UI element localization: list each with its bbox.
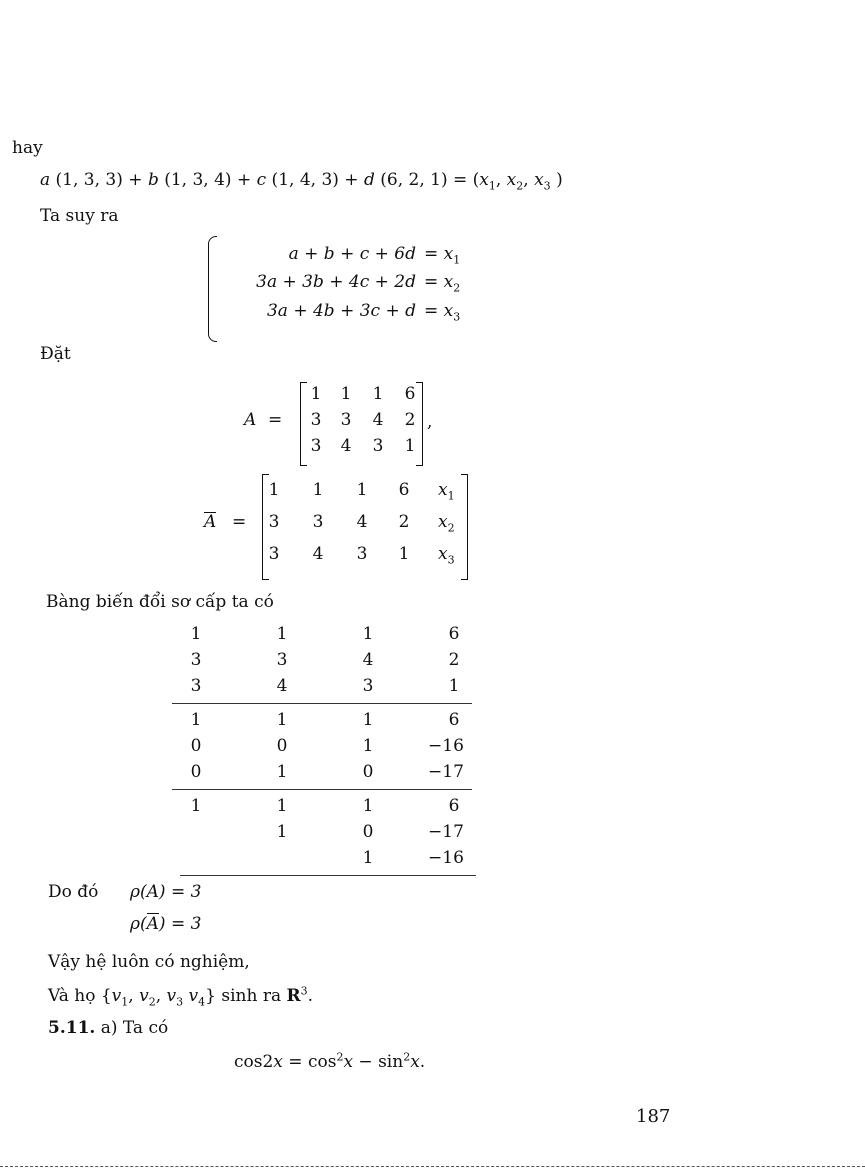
matrix-a-equals: = — [268, 410, 283, 430]
matrix-a-cell: 2 — [404, 410, 416, 430]
rank-a: ρ(A) = 3 — [130, 882, 202, 902]
matrix-abar-cell: 1 — [356, 480, 368, 500]
table-cell: −17 — [428, 762, 464, 782]
system-lhs-2: 3a + 3b + 4c + 2d — [256, 272, 416, 292]
matrix-a-cell: 4 — [340, 436, 352, 456]
table-cell: 2 — [448, 650, 460, 670]
matrix-a-cell: 1 — [404, 436, 416, 456]
table-cell: 1 — [362, 624, 374, 644]
matrix-a-cell: 3 — [372, 436, 384, 456]
table-cell: 1 — [448, 676, 460, 696]
matrix-a-cell: 3 — [310, 436, 322, 456]
matrix-abar-x1: $x_1$ — [438, 480, 455, 503]
matrix-a-comma: , — [427, 412, 433, 432]
table-cell: 1 — [362, 848, 374, 868]
table-cell: 0 — [362, 822, 374, 842]
system-brace — [208, 236, 217, 342]
matrix-a-cell: 3 — [340, 410, 352, 430]
matrix-abar-cell: 6 — [398, 480, 410, 500]
table-cell: 1 — [190, 796, 202, 816]
matrix-abar-cell: 3 — [268, 544, 280, 564]
text-do-do: Do đó — [48, 882, 99, 902]
matrix-abar-label: A — [204, 512, 217, 532]
table-divider — [172, 789, 472, 790]
matrix-a-cell: 1 — [372, 384, 384, 404]
system-lhs-3: 3a + 4b + 3c + d — [266, 301, 416, 321]
table-cell: 0 — [190, 736, 202, 756]
text-dat: Đặt — [40, 344, 71, 364]
text-va-ho: Và họ {$v_1$, $v_2$, $v_3$ $v_4$} sinh ra $R^3$. — [48, 984, 314, 1009]
matrix-abar-cell: 3 — [268, 512, 280, 532]
section-heading: 5.11. a) Ta có — [48, 1018, 169, 1038]
matrix-a-cell: 1 — [340, 384, 352, 404]
table-cell: 1 — [190, 624, 202, 644]
table-cell: 4 — [362, 650, 374, 670]
table-cell: 6 — [448, 624, 460, 644]
text-vay: Vậy hệ luôn có nghiệm, — [48, 952, 250, 972]
table-cell: 1 — [190, 710, 202, 730]
table-cell: −17 — [428, 822, 464, 842]
text-hay: hay — [12, 138, 43, 158]
system-rhs-3: = $x_3$ — [424, 301, 461, 324]
page-number: 187 — [636, 1106, 671, 1127]
cos-identity: $\cos 2x = \cos^2x - \sin^2x$. — [234, 1050, 426, 1072]
table-cell: 1 — [276, 822, 288, 842]
table-cell: 1 — [362, 710, 374, 730]
rank-abar: ρ(A) = 3 — [130, 914, 202, 934]
table-divider — [180, 875, 476, 876]
matrix-abar-cell: 1 — [312, 480, 324, 500]
page-bottom-rule — [0, 1166, 865, 1167]
table-cell: 1 — [276, 624, 288, 644]
matrix-abar-cell: 4 — [312, 544, 324, 564]
table-cell: 1 — [362, 796, 374, 816]
table-cell: 0 — [362, 762, 374, 782]
table-cell: 6 — [448, 710, 460, 730]
text-ta-suy-ra: Ta suy ra — [40, 206, 119, 226]
matrix-a-cell: 6 — [404, 384, 416, 404]
matrix-abar-cell: 2 — [398, 512, 410, 532]
matrix-a-cell: 4 — [372, 410, 384, 430]
table-cell: 0 — [276, 736, 288, 756]
table-cell: 3 — [190, 676, 202, 696]
matrix-abar-bracket-right — [461, 474, 468, 580]
matrix-a-label: A — [244, 410, 257, 430]
table-cell: 6 — [448, 796, 460, 816]
table-cell: 3 — [276, 650, 288, 670]
table-cell: 1 — [276, 710, 288, 730]
matrix-abar-cell: 3 — [312, 512, 324, 532]
system-rhs-1: = $x_1$ — [424, 244, 461, 267]
system-rhs-2: = $x_2$ — [424, 272, 461, 295]
system-lhs-1: a + b + c + 6d — [288, 244, 416, 264]
matrix-abar-equals: = — [232, 512, 247, 532]
matrix-abar-cell: 1 — [268, 480, 280, 500]
matrix-a-cell: 3 — [310, 410, 322, 430]
table-cell: 3 — [190, 650, 202, 670]
matrix-abar-x2: $x_2$ — [438, 512, 455, 535]
table-cell: −16 — [428, 848, 464, 868]
table-cell: 1 — [362, 736, 374, 756]
table-cell: −16 — [428, 736, 464, 756]
matrix-abar-x3: $x_3$ — [438, 544, 455, 567]
table-cell: 0 — [190, 762, 202, 782]
table-cell: 1 — [276, 762, 288, 782]
matrix-abar-cell: 4 — [356, 512, 368, 532]
table-divider — [172, 703, 472, 704]
matrix-abar-cell: 3 — [356, 544, 368, 564]
table-cell: 3 — [362, 676, 374, 696]
table-cell: 1 — [276, 796, 288, 816]
matrix-a-cell: 1 — [310, 384, 322, 404]
vector-equation: a (1, 3, 3) + b (1, 3, 4) + c (1, 4, 3) + d (6, 2, $1) = (x_1$, $x_2$, $x_3$ ) — [40, 170, 563, 193]
text-bang-bien-doi: Bàng biến đổi sơ cấp ta có — [46, 592, 274, 612]
matrix-abar-cell: 1 — [398, 544, 410, 564]
table-cell: 4 — [276, 676, 288, 696]
